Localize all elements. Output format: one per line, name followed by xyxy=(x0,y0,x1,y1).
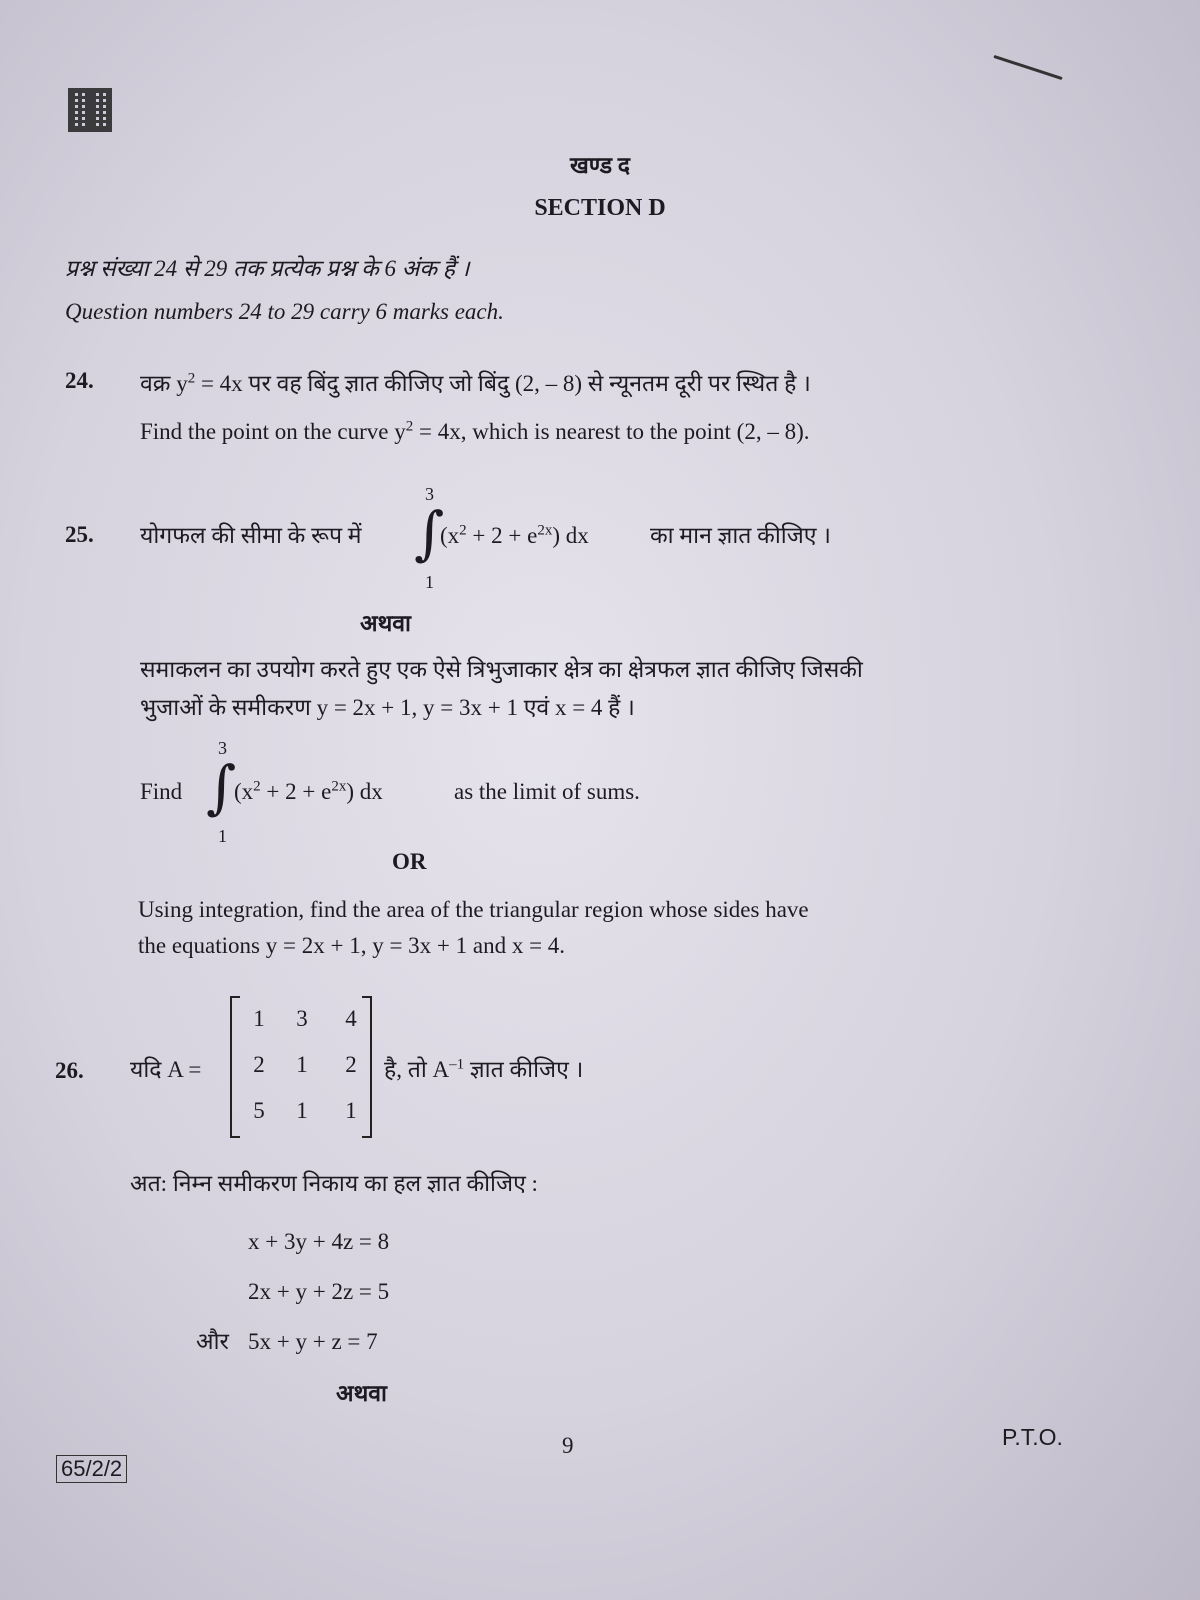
matrix-cell: 5 xyxy=(253,1098,265,1123)
q25-hindi-pre: योगफल की सीमा के रूप में xyxy=(140,523,362,548)
or-english-q25: OR xyxy=(392,849,427,874)
q24-english: Find the point on the curve $y^2 = 4x$, which is nearest to the point (2, – 8). xyxy=(140,418,810,444)
q25-alt-hindi-line2: भुजाओं के समीकरण y = 2x + 1, y = 3x + 1 एवं x = 4 हैं । xyxy=(140,695,635,720)
q25-alt-english-line1: Using integration, find the area of the triangular region whose sides have xyxy=(138,897,809,922)
or-hindi-q26: अथवा xyxy=(336,1381,388,1406)
pen-mark xyxy=(993,55,1062,80)
q25-alt-english-line2: the equations y = 2x + 1, y = 3x + 1 and x = 4. xyxy=(138,933,566,958)
matrix-a xyxy=(242,996,374,1134)
question-number-25: 25. xyxy=(65,522,94,547)
integral-sign: ∫ xyxy=(414,499,445,567)
matrix-row xyxy=(242,996,374,1042)
or-hindi-q25: अथवा xyxy=(360,611,412,636)
integral-lower-limit: 1 xyxy=(425,572,434,592)
q26-equation-1: x + 3y + 4z = 8 xyxy=(248,1229,390,1254)
q25-alt-hindi-line1: समाकलन का उपयोग करते हुए एक ऐसे त्रिभुजाकार क्षेत्र का क्षेत्रफल ज्ञात कीजिए जिसकी xyxy=(140,657,863,682)
paper-code: 65/2/2 xyxy=(56,1455,127,1483)
question-number-24: 24. xyxy=(65,368,94,393)
matrix-cell: 3 xyxy=(296,1006,308,1031)
matrix-cell: 2 xyxy=(253,1052,265,1077)
instruction-english: Question numbers 24 to 29 carry 6 marks each. xyxy=(65,299,504,324)
matrix-cell: 1 xyxy=(253,1006,265,1031)
integral-sign-en: ∫ xyxy=(206,753,237,821)
q25-integrand: $(x^2 + 2 + e^{2x})$ dx xyxy=(440,522,589,548)
q26-equation-3: 5x + y + z = 7 xyxy=(248,1329,378,1354)
matrix-cell: 1 xyxy=(345,1098,357,1123)
q26-hindi-post: है, तो $A^{-1}$ ज्ञात कीजिए । xyxy=(384,1056,584,1082)
matrix-row xyxy=(242,1042,374,1088)
q25-english-find: Find xyxy=(140,779,183,804)
qr-code-icon xyxy=(68,88,112,132)
q26-equation-3-prefix: और xyxy=(196,1329,229,1354)
q26-hindi-pre: यदि A = xyxy=(130,1057,202,1082)
section-title-english: SECTION D xyxy=(534,195,666,221)
q25-integrand-en: $(x^2 + 2 + e^{2x})$ dx xyxy=(234,778,383,804)
q24-hindi: वक्र $y^2 = 4x$ पर वह बिंदु ज्ञात कीजिए जो बिंदु (2, – 8) से न्यूनतम दूरी पर स्थित है । xyxy=(140,370,811,396)
page-number: 9 xyxy=(562,1433,574,1458)
matrix-cell: 2 xyxy=(345,1052,357,1077)
matrix-cell: 1 xyxy=(296,1052,308,1077)
question-number-26: 26. xyxy=(55,1058,84,1083)
matrix-row xyxy=(242,1088,374,1134)
q26-hence-hindi: अत: निम्न समीकरण निकाय का हल ज्ञात कीजिए : xyxy=(130,1171,538,1196)
q26-equation-2: 2x + y + 2z = 5 xyxy=(248,1279,390,1304)
matrix-cell: 1 xyxy=(296,1098,308,1123)
integral-upper-limit: 3 xyxy=(425,484,434,504)
instruction-hindi: प्रश्न संख्या 24 से 29 तक प्रत्येक प्रश्न के 6 अंक हैं । xyxy=(65,256,470,281)
matrix-cell: 4 xyxy=(345,1006,357,1031)
integral-lower-limit-en: 1 xyxy=(218,826,227,846)
pto-label: P.T.O. xyxy=(1002,1424,1063,1450)
matrix-right-bracket xyxy=(362,996,372,1138)
section-title-hindi: खण्ड द xyxy=(569,153,630,178)
q25-hindi-post: का मान ज्ञात कीजिए । xyxy=(650,523,831,548)
matrix-left-bracket xyxy=(230,996,240,1138)
integral-upper-limit-en: 3 xyxy=(218,738,227,758)
q25-english-post: as the limit of sums. xyxy=(454,779,640,804)
